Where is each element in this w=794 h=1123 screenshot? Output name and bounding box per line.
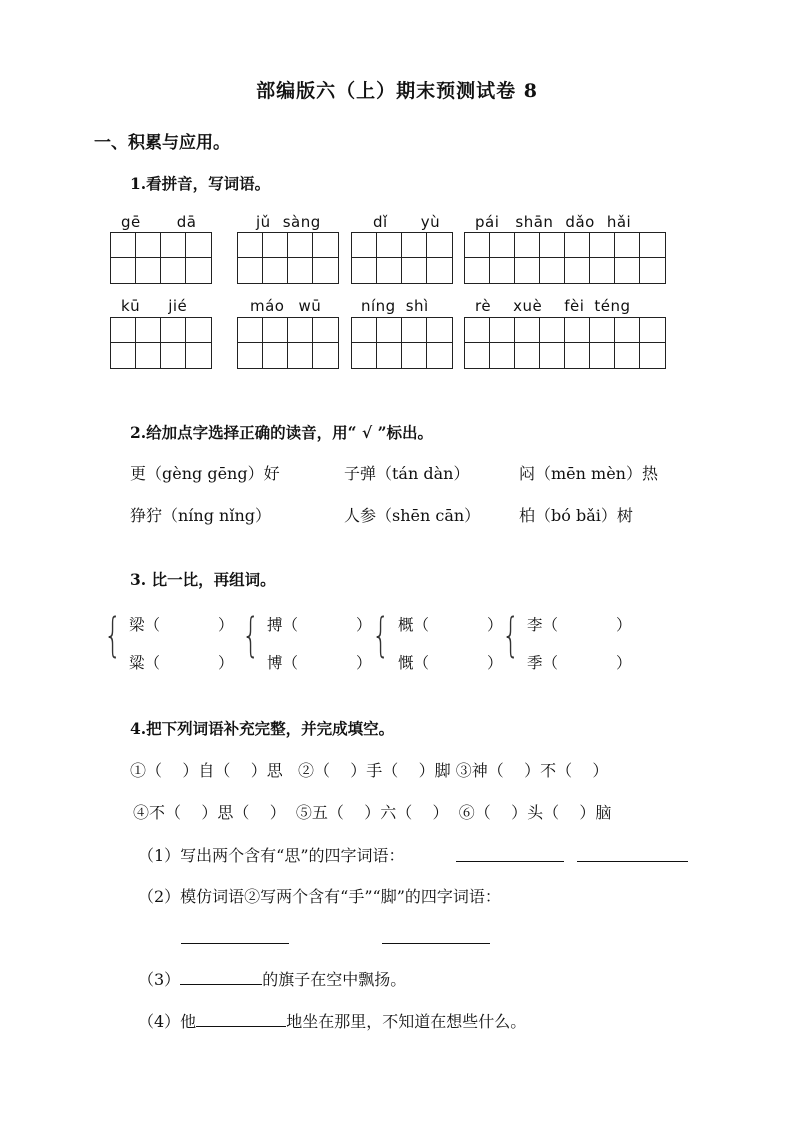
sub-question-2: （2）模仿词语②写两个含有“手”“脚”的四字词语： (138, 887, 501, 906)
compare-item[interactable]: 慨（ ） (398, 654, 503, 672)
pinyin: dǐ yù (373, 213, 441, 231)
compare-item[interactable]: 博（ ） (267, 654, 372, 672)
reading-choice[interactable]: 闷（mēn mèn）热 (519, 464, 658, 483)
pinyin: gē dā (121, 213, 197, 231)
sub-question-4: （4）他 地坐在那里，不知道在想些什么。 (138, 1012, 527, 1031)
sub-question-3: （3） 的旗子在空中飘扬。 (138, 970, 407, 989)
writing-grid[interactable] (464, 317, 666, 369)
brace-icon: { (104, 608, 122, 662)
writing-grid[interactable] (237, 232, 339, 284)
pinyin: pái shān dǎo hǎi (475, 213, 632, 231)
q4-heading: 4.把下列词语补充完整，并完成填空。 (130, 719, 395, 738)
section-heading: 一、积累与应用。 (94, 133, 230, 153)
compare-item[interactable]: 搏（ ） (267, 616, 372, 634)
reading-choice[interactable]: 更（gèng gēng）好 (130, 464, 280, 483)
reading-choice[interactable]: 人参（shēn cān） (344, 506, 481, 525)
answer-blank[interactable] (181, 943, 289, 944)
compare-item[interactable]: 季（ ） (527, 654, 632, 672)
pinyin: rè xuè fèi téng (475, 297, 631, 315)
reading-choice[interactable]: 子弹（tán dàn） (344, 464, 470, 483)
q2-heading: 2.给加点字选择正确的读音，用“ √ ”标出。 (130, 423, 433, 442)
compare-item[interactable]: 梁（ ） (129, 616, 234, 634)
writing-grid[interactable] (351, 317, 453, 369)
reading-choice[interactable]: 柏（bó bǎi）树 (519, 506, 633, 525)
answer-blank[interactable] (196, 1012, 286, 1027)
brace-icon: { (372, 608, 390, 662)
pinyin: jǔ sàng (256, 213, 321, 231)
pinyin: kū jié (121, 297, 188, 315)
compare-item[interactable]: 粱（ ） (129, 654, 234, 672)
answer-blank[interactable] (577, 861, 688, 862)
idiom-fill-line[interactable]: ①（ ）自（ ）思 ②（ ）手（ ）脚 ③神（ ）不（ ） (130, 761, 609, 780)
writing-grid[interactable] (464, 232, 666, 284)
writing-grid[interactable] (110, 232, 212, 284)
writing-grid[interactable] (237, 317, 339, 369)
compare-item[interactable]: 李（ ） (527, 616, 632, 634)
answer-blank[interactable] (180, 970, 262, 985)
pinyin: máo wū (250, 297, 322, 315)
writing-grid[interactable] (110, 317, 212, 369)
writing-grid[interactable] (351, 232, 453, 284)
q3-heading: 3. 比一比，再组词。 (130, 570, 276, 589)
brace-icon: { (502, 608, 520, 662)
pinyin: níng shì (361, 297, 429, 315)
q1-heading: 1.看拼音，写词语。 (130, 174, 271, 193)
idiom-fill-line[interactable]: ④不（ ）思（ ） ⑤五（ ）六（ ） ⑥（ ）头（ ）脑 (133, 803, 612, 822)
reading-choice[interactable]: 狰狞（níng nǐng） (130, 506, 272, 525)
brace-icon: { (242, 608, 260, 662)
answer-blank[interactable] (382, 943, 490, 944)
sub-question-1: （1）写出两个含有“思”的四字词语： (138, 846, 405, 865)
answer-blank[interactable] (456, 861, 564, 862)
compare-item[interactable]: 概（ ） (398, 616, 503, 634)
page-title: 部编版六（上）期末预测试卷 8 (256, 80, 538, 102)
